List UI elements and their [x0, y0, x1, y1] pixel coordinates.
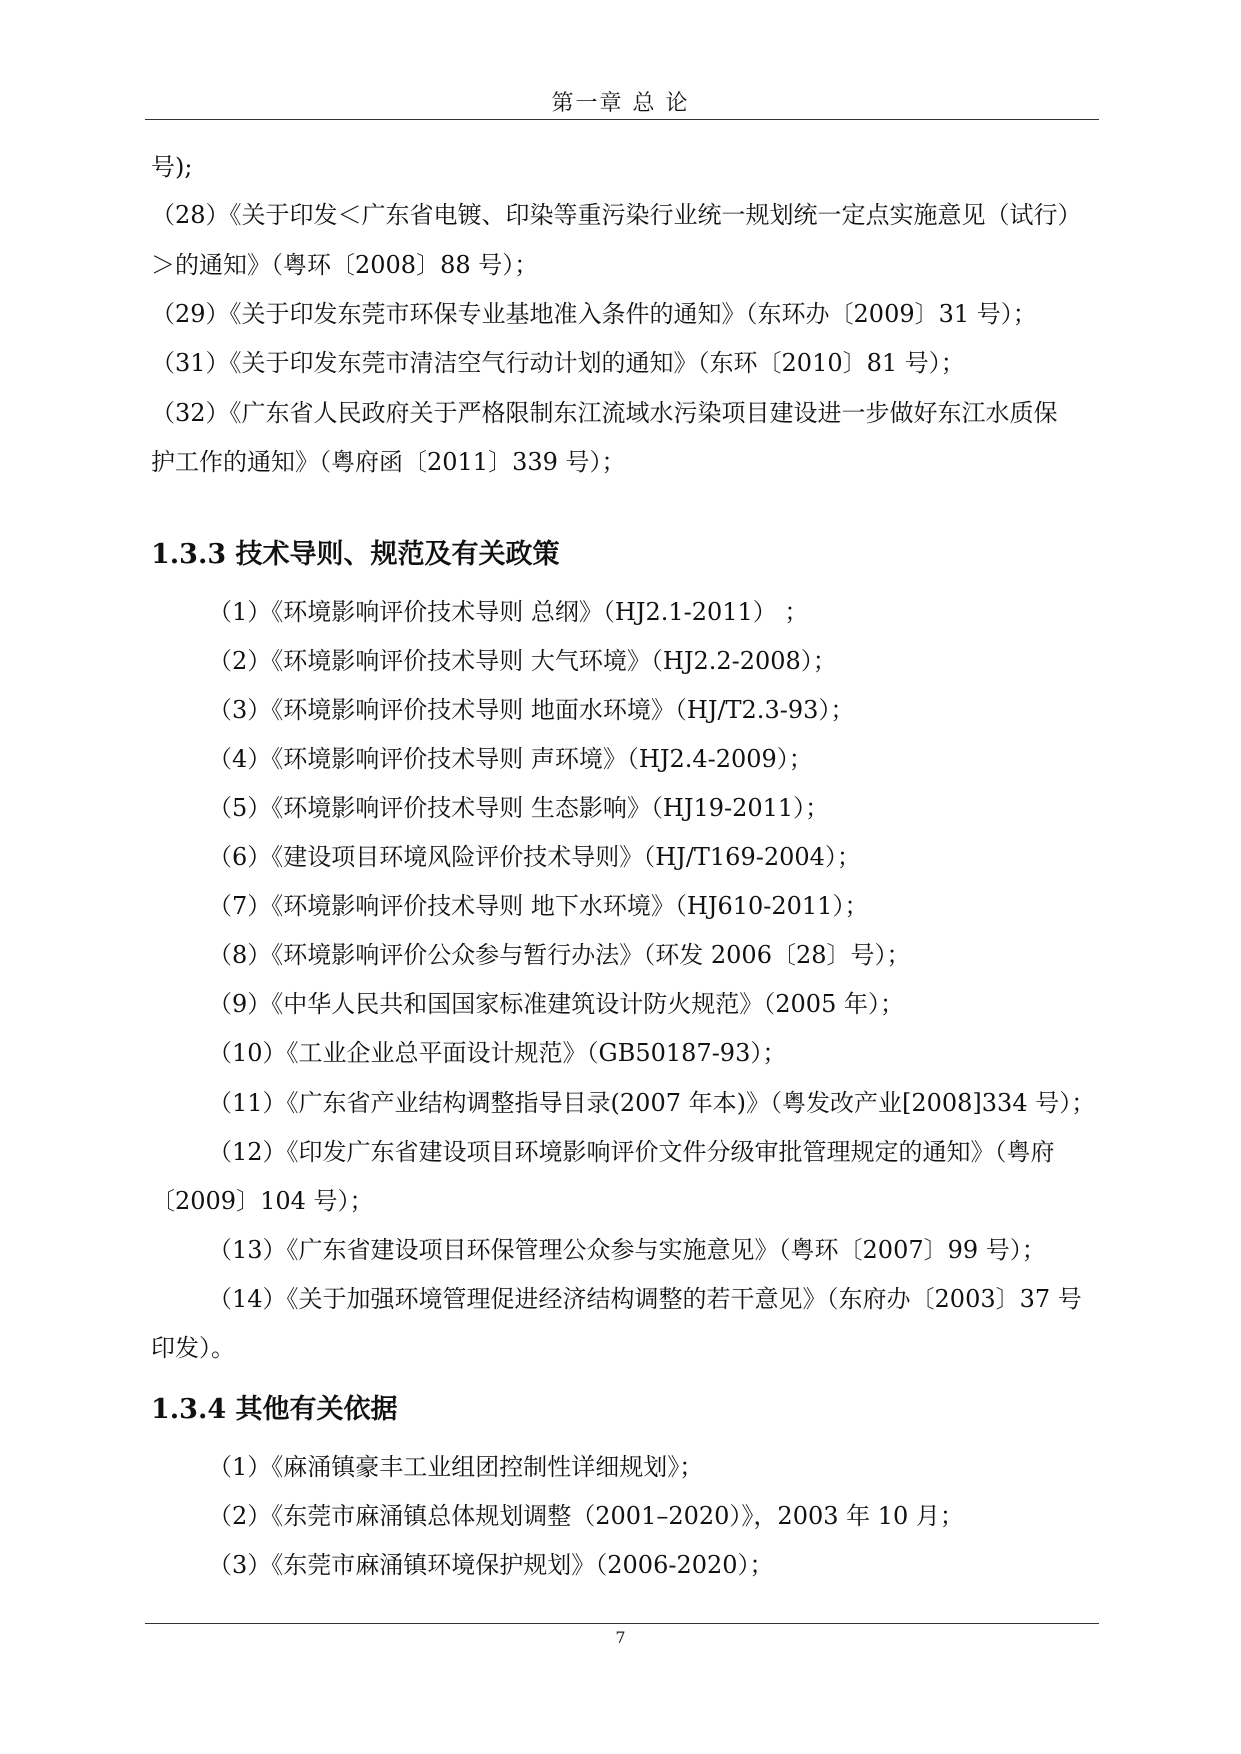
page-number: 7: [615, 1628, 626, 1647]
list-item: （6）《建设项目环境风险评价技术导则》（HJ/T169-2004）；: [208, 843, 861, 871]
list-item: （5）《环境影响评价技术导则 生态影响》（HJ19-2011）；: [208, 794, 830, 822]
list-item: （3）《东莞市麻涌镇环境保护规划》（2006-2020）；: [208, 1551, 774, 1579]
list-item: （29）《关于印发东莞市环保专业基地准入条件的通知》（东环办〔2009〕31 号）；: [151, 300, 1037, 328]
list-item: （8）《环境影响评价公众参与暂行办法》（环发 2006〔28〕号）；: [208, 941, 911, 969]
section-heading-1-3-3: 1.3.3 技术导则、规范及有关政策: [151, 539, 560, 570]
list-item: 印发）。: [151, 1334, 235, 1362]
list-item: （9）《中华人民共和国国家标准建筑设计防火规范》（2005 年）；: [208, 990, 904, 1018]
list-item: （2）《东莞市麻涌镇总体规划调整（2001–2020）》，2003 年 10 月；: [208, 1502, 964, 1530]
list-item: （1）《环境影响评价技术导则 总纲》（HJ2.1-2011） ；: [208, 598, 809, 626]
list-item: （28）《关于印发＜广东省电镀、印染等重污染行业统一规划统一定点实施意见（试行）: [151, 201, 1082, 229]
list-item: （1）《麻涌镇豪丰工业组团控制性详细规划》；: [208, 1453, 704, 1481]
section-heading-1-3-4: 1.3.4 其他有关依据: [151, 1394, 398, 1425]
list-item: 号);: [151, 153, 193, 181]
list-item: （2）《环境影响评价技术导则 大气环境》（HJ2.2-2008）；: [208, 647, 837, 675]
list-item: （31）《关于印发东莞市清洁空气行动计划的通知》（东环〔2010〕81 号）；: [151, 349, 965, 377]
list-item: （11）《广东省产业结构调整指导目录(2007 年本)》（粤发改产业[2008]334 号）；: [208, 1089, 1096, 1117]
footer-divider: [145, 1623, 1099, 1624]
list-item: 〔2009〕104 号）；: [151, 1187, 374, 1215]
list-item: （10）《工业企业总平面设计规范》（GB50187-93）；: [208, 1039, 787, 1067]
list-item: （13）《广东省建设项目环保管理公众参与实施意见》（粤环〔2007〕99 号）；: [208, 1236, 1046, 1264]
list-item: （4）《环境影响评价技术导则 声环境》（HJ2.4-2009）；: [208, 745, 813, 773]
list-item: ＞的通知》（粤环〔2008〕88 号）；: [151, 251, 539, 279]
list-item: 护工作的通知》（粤府函〔2011〕339 号）；: [151, 448, 626, 476]
list-item: （7）《环境影响评价技术导则 地下水环境》（HJ610-2011）；: [208, 892, 869, 920]
list-item: （3）《环境影响评价技术导则 地面水环境》（HJ/T2.3-93）；: [208, 696, 855, 724]
list-item: （14）《关于加强环境管理促进经济结构调整的若干意见》（东府办〔2003〕37 号: [208, 1285, 1082, 1313]
list-item: （12）《印发广东省建设项目环境影响评价文件分级审批管理规定的通知》（粤府: [208, 1138, 1055, 1166]
list-item: （32）《广东省人民政府关于严格限制东江流域水污染项目建设进一步做好东江水质保: [151, 399, 1058, 427]
header-divider: [145, 119, 1099, 120]
chapter-header: 第一章 总 论: [551, 91, 690, 116]
